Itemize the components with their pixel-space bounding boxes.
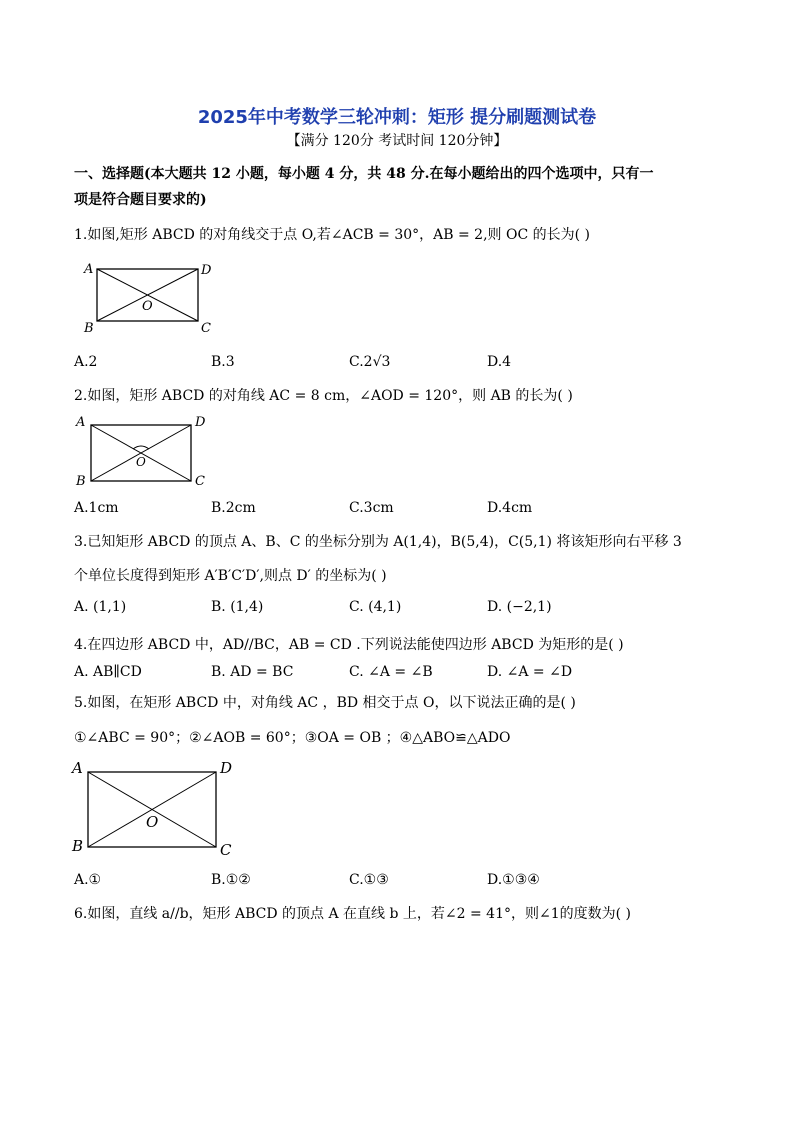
question-1-option-c: C.2√3 — [349, 354, 391, 370]
question-2-text: 2.如图，矩形 ABCD 的对角线 AC = 8 cm，∠AOD = 120°，则 AB 的长为( ) — [74, 388, 573, 404]
question-3-text-line2: 个单位长度得到矩形 A′B′C′D′,则点 D′ 的坐标为( ) — [74, 568, 387, 584]
question-2-option-c: C.3cm — [349, 500, 394, 516]
label-d: D — [195, 415, 206, 430]
section-header — [74, 161, 653, 213]
label-o: O — [146, 813, 159, 831]
question-3-option-a: A. (1,1) — [74, 599, 127, 615]
label-o: O — [142, 299, 153, 314]
page-subtitle: 【满分 120分 考试时间 120分钟】 — [286, 133, 508, 149]
question-4-option-b: B. AD = BC — [211, 664, 294, 680]
question-5-figure — [70, 756, 245, 861]
question-1-text: 1.如图,矩形 ABCD 的对角线交于点 O,若∠ACB = 30°，AB = 2,则 OC 的长为( ) — [74, 227, 590, 243]
label-d: D — [220, 759, 233, 777]
question-1-figure — [80, 258, 220, 338]
question-6-text: 6.如图，直线 a//b，矩形 ABCD 的顶点 A 在直线 b 上，若∠2 = 41°，则∠1的度数为( ) — [74, 906, 632, 922]
section-header-line1: 一、选择题(本大题共 12 小题，每小题 4 分，共 48 分.在每小题给出的四个选项中，只有一 — [74, 166, 654, 182]
label-o: O — [136, 455, 146, 469]
question-3-option-b: B. (1,4) — [211, 599, 264, 615]
question-5-option-d: D.①③④ — [487, 872, 540, 888]
label-b: B — [76, 474, 86, 489]
label-a: A — [76, 415, 86, 430]
question-1-option-d: D.4 — [487, 354, 512, 370]
question-1-option-a: A.2 — [74, 354, 98, 370]
question-5-option-a: A.① — [74, 872, 102, 888]
label-c: C — [220, 841, 232, 859]
question-2-option-b: B.2cm — [211, 500, 256, 516]
label-b: B — [72, 837, 84, 855]
label-a: A — [72, 759, 83, 777]
question-4-option-d: D. ∠A = ∠D — [487, 664, 573, 680]
question-3-option-d: D. (−2,1) — [487, 599, 552, 615]
label-a: A — [84, 262, 94, 277]
question-2-figure — [72, 412, 217, 492]
label-c: C — [195, 474, 205, 489]
question-5-option-c: C.①③ — [349, 872, 389, 888]
question-3-text-line1: 3.已知矩形 ABCD 的顶点 A、B、C 的坐标分别为 A(1,4)，B(5,4)，C(5,1) 将该矩形向右平移 3 — [74, 534, 682, 550]
question-1-option-b: B.3 — [211, 354, 235, 370]
question-5-option-b: B.①② — [211, 872, 251, 888]
angle-aod-arc — [133, 446, 149, 449]
question-4-option-a: A. AB∥CD — [74, 664, 142, 680]
question-5-statements: ①∠ABC = 90°；②∠AOB = 60°；③OA = OB ；④△ABO≌△ADO — [74, 730, 511, 746]
label-c: C — [201, 321, 211, 336]
question-2-option-d: D.4cm — [487, 500, 533, 516]
page-title: 2025年中考数学三轮冲刺：矩形 提分刷题测试卷 — [197, 107, 597, 128]
label-b: B — [84, 321, 94, 336]
question-5-text: 5.如图，在矩形 ABCD 中，对角线 AC ，BD 相交于点 O，以下说法正确的是( ) — [74, 695, 576, 711]
question-3-option-c: C. (4,1) — [349, 599, 402, 615]
section-header-line2: 项是符合题目要求的) — [74, 192, 207, 208]
question-2-option-a: A.1cm — [74, 500, 119, 516]
question-4-option-c: C. ∠A = ∠B — [349, 664, 433, 680]
question-4-text: 4.在四边形 ABCD 中，AD//BC，AB = CD .下列说法能使四边形 ABCD 为矩形的是( ) — [74, 637, 624, 653]
label-d: D — [201, 263, 212, 278]
